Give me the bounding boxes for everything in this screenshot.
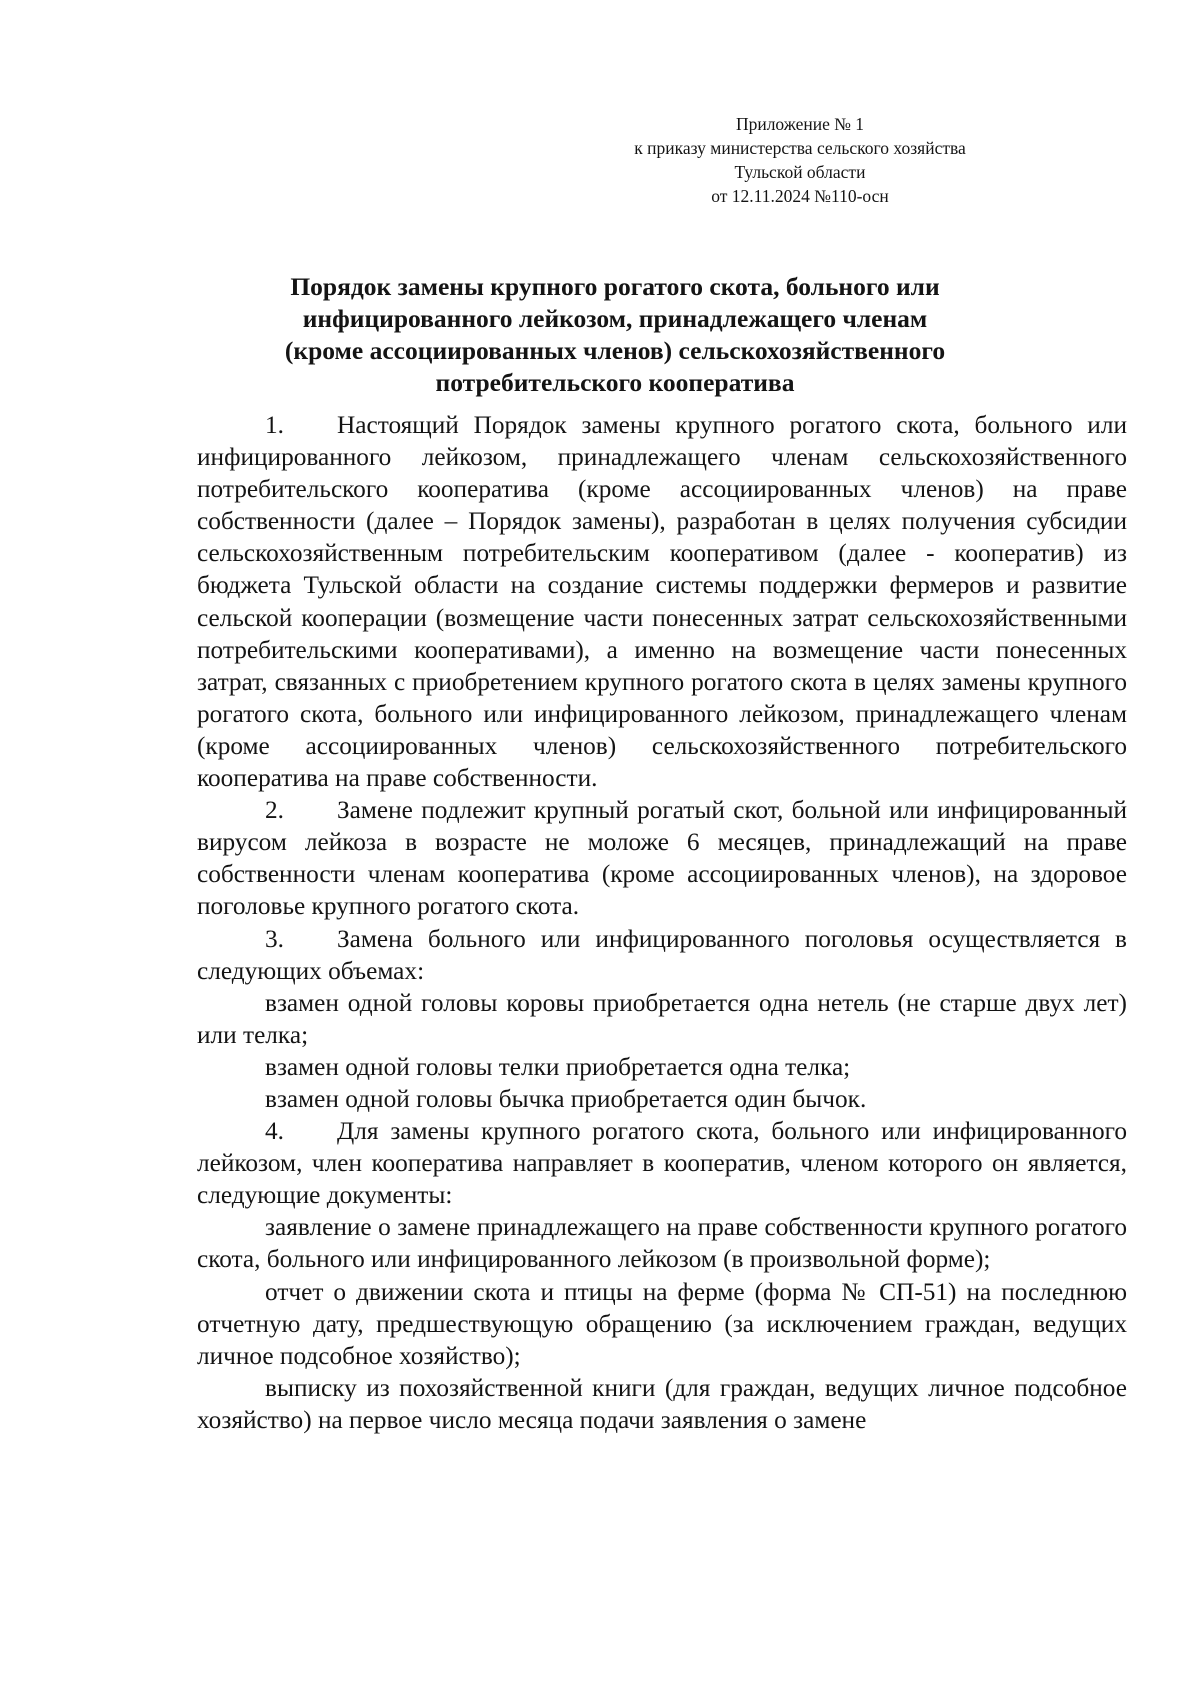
paragraph-2	[197, 794, 1127, 922]
paragraph-text: Настоящий Порядок замены крупного рогатого скота, больного или инфицированного лейкозом, принадлежащего членам сельскохозяйственного потребительского кооператива (кроме ассоциированных членов) на праве собственности (далее – Порядок замены), разработан в целях получения субсидии сельскохозяйственным потребительским кооперативом (далее - кооператив) из бюджета Тульской области на создание системы поддержки фермеров и развитие сельской кооперации (возмещение части понесенных затрат сельскохозяйственными потребительскими кооперативами), а именно на возмещение части понесенных затрат, связанных с приобретением крупного рогатого скота в целях замены крупного рогатого скота, больного или инфицированного лейкозом, принадлежащего членам (кроме ассоциированных членов) сельскохозяйственного потребительского кооператива на праве собственности.	[197, 411, 1127, 793]
appendix-header	[600, 112, 1000, 208]
list-item-heifer: взамен одной головы телки приобретается одна телка;	[265, 1052, 851, 1081]
title-line: (кроме ассоциированных членов) сельскохозяйственного	[284, 336, 946, 365]
list-item-bull-calf: взамен одной головы бычка приобретается один бычок.	[265, 1084, 867, 1113]
title-line: потребительского кооператива	[435, 368, 795, 397]
appendix-line: от 12.11.2024 №110-осн	[711, 186, 889, 206]
appendix-line: Приложение № 1	[735, 114, 865, 134]
paragraph-text: Замена больного или инфицированного поголовья осуществляется в следующих объемах:	[197, 924, 1127, 985]
paragraph-number: 2.	[265, 796, 284, 825]
paragraph-text: Для замены крупного рогатого скота, больного или инфицированного лейкозом, член кооператива направляет в кооператив, членом которого он является, следующие документы:	[197, 1117, 1127, 1210]
document-body	[197, 409, 1127, 1436]
paragraph-number: 1.	[265, 411, 284, 439]
list-item-cow: взамен одной головы коровы приобретается одна нетель (не старше двух лет) или телка;	[197, 988, 1127, 1049]
list-item-extract: выписку из похозяйственной книги (для граждан, ведущих личное подсобное хозяйство) на первое число месяца подачи заявления о замене	[197, 1373, 1127, 1434]
title-line: инфицированного лейкозом, принадлежащего членам	[302, 304, 928, 333]
appendix-line: к приказу министерства сельского хозяйства	[634, 138, 966, 158]
paragraph-4	[197, 1115, 1127, 1211]
paragraph-3	[197, 923, 1127, 987]
title-line: Порядок замены крупного рогатого скота, больного или	[290, 272, 940, 301]
document-title	[240, 271, 990, 399]
list-item-application: заявление о замене принадлежащего на праве собственности крупного рогатого скота, больного или инфицированного лейкозом (в произвольной форме);	[197, 1213, 1127, 1274]
paragraph-number: 3.	[265, 924, 284, 953]
appendix-line: Тульской области	[734, 162, 866, 182]
paragraph-text: Замене подлежит крупный рогатый скот, больной или инфицированный вирусом лейкоза в возрасте не моложе 6 месяцев, принадлежащий на праве собственности членам кооператива (кроме ассоциированных членов), на здоровое поголовье крупного рогатого скота.	[197, 796, 1127, 921]
paragraph-number: 4.	[265, 1117, 284, 1146]
list-item-report: отчет о движении скота и птицы на ферме (форма № СП-51) на последнюю отчетную дату, предшествующую обращению (за исключением граждан, ведущих личное подсобное хозяйство);	[197, 1277, 1127, 1370]
paragraph-1	[197, 409, 1127, 794]
